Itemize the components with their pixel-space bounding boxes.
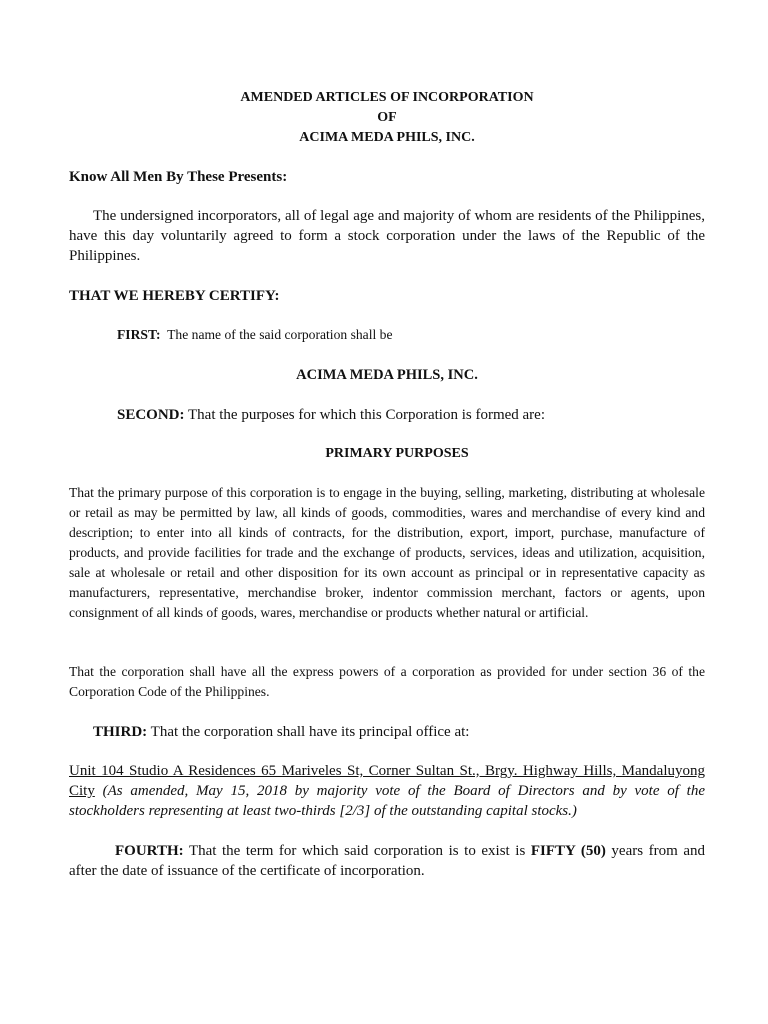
fourth-text-after: years from and after the date of issuance of the certificate of incorporation.: [69, 843, 706, 879]
third-article: [93, 722, 705, 742]
title-line-3: ACIMA MEDA PHILS, INC.: [299, 130, 475, 145]
first-article: [117, 325, 707, 345]
certify-heading: THAT WE HEREBY CERTIFY:: [69, 288, 280, 304]
fourth-text-before: That the term for which said corporation is to exist is: [188, 843, 526, 859]
fourth-article: [69, 841, 705, 881]
second-label: SECOND:: [117, 407, 185, 423]
amendment-note: (As amended, May 15, 2018 by majority vote of the Board of Directors and by vote of the stockholders representing at least two-thirds [2/3] of the outstanding capital stocks.): [69, 783, 705, 819]
greeting: Know All Men By These Presents:: [69, 169, 288, 185]
second-text: That the purposes for which this Corporation is formed are:: [188, 407, 545, 423]
principal-office-address: Unit 104 Studio A Residences 65 Mariveles St, Corner Sultan St., Brgy. Highway Hills, Mandaluyong City: [69, 763, 705, 799]
primary-purposes-heading: PRIMARY PURPOSES: [325, 446, 469, 461]
primary-purpose-paragraph: That the primary purpose of this corporation is to engage in the buying, selling, marketing, distributing at wholesale or retail as may be permitted by law, all kinds of goods, commodities, wares and merchandise of every kind and description; to enter into all kinds of contracts, for the distribution, export, import, purchase, manufacture of products, and provide facilities for trade and the exchange of products, services, ideas and utilization, acquisition, sale at wholesale or retail and other disposition for its own account as principal or in representative capacity as manufacturers, representative, merchandise broker, indentor commission merchant, factors or agents, upon consignment of all kinds of goods, wares, merchandise or products whether natural or artificial.: [69, 485, 705, 620]
title-line-1: AMENDED ARTICLES OF INCORPORATION: [240, 90, 534, 105]
second-article: [117, 405, 707, 425]
first-label: FIRST:: [117, 327, 161, 342]
intro-paragraph: The undersigned incorporators, all of legal age and majority of whom are residents of the Philippines, have this day voluntarily agreed to form a stock corporation under the laws of the Republic of the Philippines.: [69, 208, 705, 264]
first-text: The name of the said corporation shall be: [167, 327, 393, 342]
document-title: [69, 88, 705, 148]
fourth-label: FOURTH:: [115, 843, 184, 859]
title-line-2: OF: [377, 110, 397, 125]
principal-office-paragraph: [69, 761, 705, 821]
corporation-name: ACIMA MEDA PHILS, INC.: [296, 367, 478, 383]
third-text: That the corporation shall have its principal office at:: [150, 724, 470, 740]
fourth-term: FIFTY (50): [530, 843, 606, 859]
third-label: THIRD:: [93, 724, 148, 740]
powers-paragraph: That the corporation shall have all the express powers of a corporation as provided for under section 36 of the Corporation Code of the Philippines.: [69, 664, 705, 699]
